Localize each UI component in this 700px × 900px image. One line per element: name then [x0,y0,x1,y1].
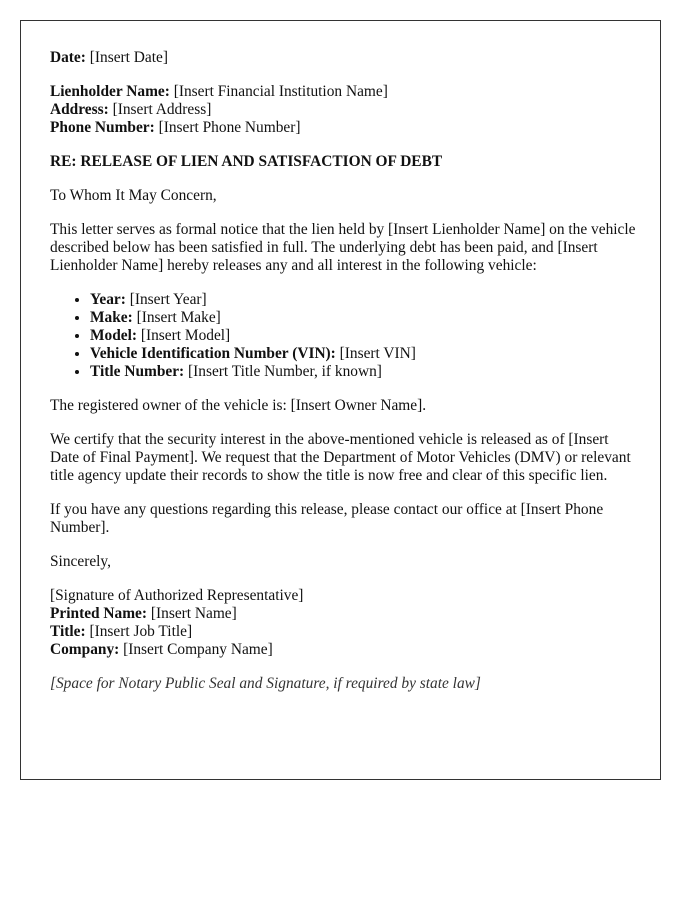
printed-name-label: Printed Name: [50,605,148,622]
notary-placeholder: [Space for Notary Public Seal and Signature, if required by state law] [50,675,481,692]
vehicle-model-value: [Insert Model] [137,327,231,344]
salutation: To Whom It May Concern, [50,187,217,204]
job-title-line [50,623,636,641]
date-label: Date: [50,49,86,66]
job-title-label: Title: [50,623,86,640]
letter-page [20,20,661,780]
vehicle-year-item [90,291,636,309]
lienholder-phone-line [50,119,636,137]
vehicle-title-number-label: Title Number: [90,363,185,380]
vehicle-title-number-item [90,363,636,381]
job-title-value: [Insert Job Title] [85,623,193,640]
lienholder-name-value: [Insert Financial Institution Name] [169,83,388,100]
printed-name-line [50,605,636,623]
lienholder-address-line [50,101,636,119]
lienholder-phone-label: Phone Number: [50,119,155,136]
vehicle-vin-value: [Insert VIN] [335,345,416,362]
company-line [50,641,636,659]
lienholder-name-line [50,83,636,101]
company-value: [Insert Company Name] [119,641,273,658]
subject-line [50,153,636,171]
vehicle-make-label: Make: [90,309,133,326]
letter-content [50,49,636,709]
subject-text: RE: RELEASE OF LIEN AND SATISFACTION OF DEBT [50,153,443,170]
vehicle-vin-label: Vehicle Identification Number (VIN): [90,345,336,362]
certify-paragraph: We certify that the security interest in the above-mentioned vehicle is released as of [Insert Date of Final Payment]. We request that the Department of Motor Vehicles (DMV) or relevant title agency update their records to show the title is now free and clear of this specific lien. [50,431,631,484]
vehicle-model-label: Model: [90,327,138,344]
lienholder-name-label: Lienholder Name: [50,83,170,100]
lienholder-block [50,83,636,137]
vehicle-details-list [50,291,636,381]
owner-paragraph: The registered owner of the vehicle is: [Insert Owner Name]. [50,397,427,414]
vehicle-model-item [90,327,636,345]
questions-paragraph: If you have any questions regarding this release, please contact our office at [Insert Phone Number]. [50,501,604,536]
vehicle-title-number-value: [Insert Title Number, if known] [184,363,382,380]
lienholder-address-label: Address: [50,101,109,118]
date-line [50,49,636,67]
intro-paragraph: This letter serves as formal notice that the lien held by [Insert Lienholder Name] on the vehicle described below has been satisfied in full. The underlying debt has been paid, and [Insert Lienholder Name] hereby releases any and all interest in the following vehicle: [50,221,636,274]
signature-line: [Signature of Authorized Representative] [50,587,304,604]
lienholder-address-value: [Insert Address] [108,101,212,118]
date-value: [Insert Date] [85,49,168,66]
vehicle-make-item [90,309,636,327]
vehicle-vin-item [90,345,636,363]
printed-name-value: [Insert Name] [147,605,237,622]
company-label: Company: [50,641,120,658]
vehicle-year-value: [Insert Year] [125,291,207,308]
lienholder-phone-value: [Insert Phone Number] [154,119,301,136]
vehicle-year-label: Year: [90,291,126,308]
signature-block [50,587,636,659]
closing: Sincerely, [50,553,111,570]
vehicle-make-value: [Insert Make] [132,309,221,326]
